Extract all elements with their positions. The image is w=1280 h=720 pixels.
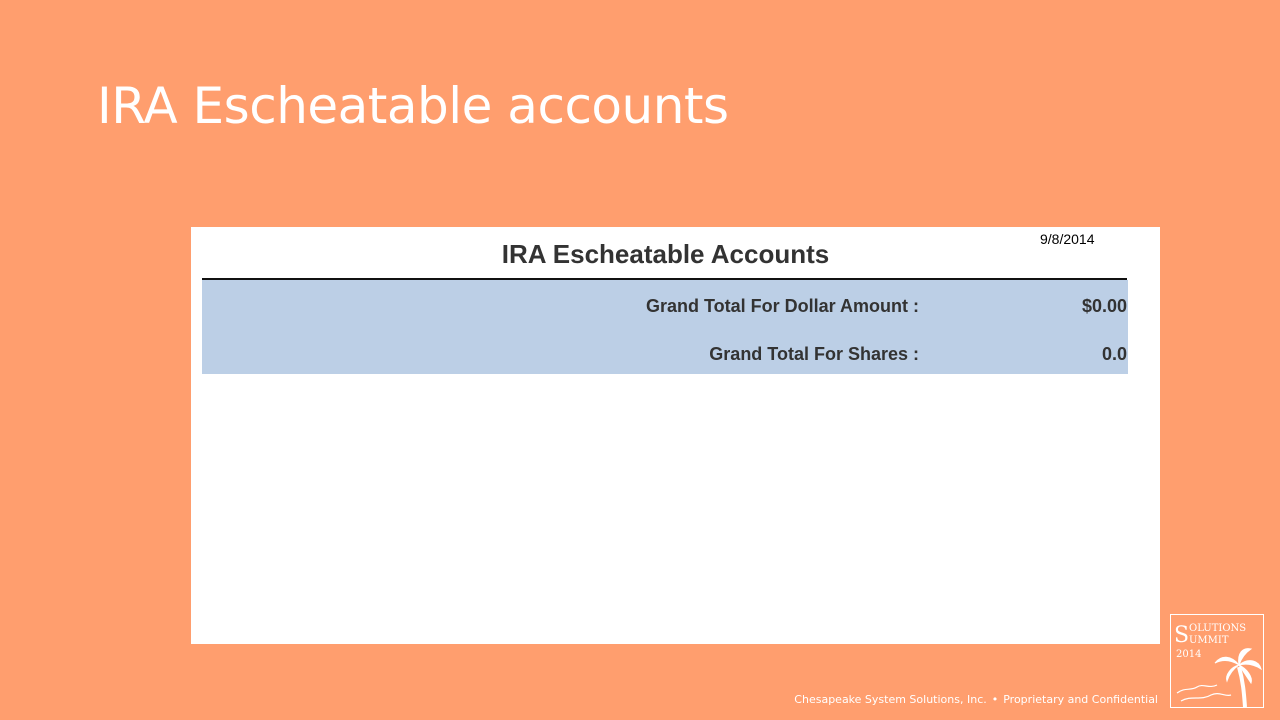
- wave-icon: [1181, 694, 1231, 701]
- summary-row-shares: [202, 340, 1128, 370]
- solutions-summit-logo: [1170, 614, 1264, 708]
- footer-confidentiality: [740, 693, 1158, 706]
- palm-tree-icon: [1215, 649, 1261, 707]
- logo-line1: OLUTIONS: [1189, 623, 1247, 634]
- footer-company: Chesapeake System Solutions, Inc.: [794, 693, 987, 706]
- logo-line2: UMMIT: [1189, 635, 1229, 646]
- summary-label: Grand Total For Shares :: [709, 344, 919, 364]
- footer-notice: Proprietary and Confidential: [1003, 693, 1158, 706]
- summary-row-dollar-amount: [202, 292, 1128, 322]
- slide-title: IRA Escheatable accounts: [97, 77, 729, 135]
- logo-initial: S: [1174, 623, 1190, 648]
- summary-label: Grand Total For Dollar Amount :: [646, 296, 919, 316]
- report-panel: [191, 227, 1160, 644]
- report-title: IRA Escheatable Accounts: [501, 239, 830, 269]
- logo-year: 2014: [1176, 649, 1202, 660]
- summary-band: [202, 280, 1128, 374]
- footer-separator: •: [991, 693, 999, 706]
- summary-value: $0.00: [1081, 296, 1127, 316]
- logo-graphic: [1171, 615, 1265, 709]
- report-date: 9/8/2014: [1040, 231, 1095, 247]
- wave-icon: [1177, 685, 1217, 693]
- summary-value: 0.0: [1101, 344, 1127, 364]
